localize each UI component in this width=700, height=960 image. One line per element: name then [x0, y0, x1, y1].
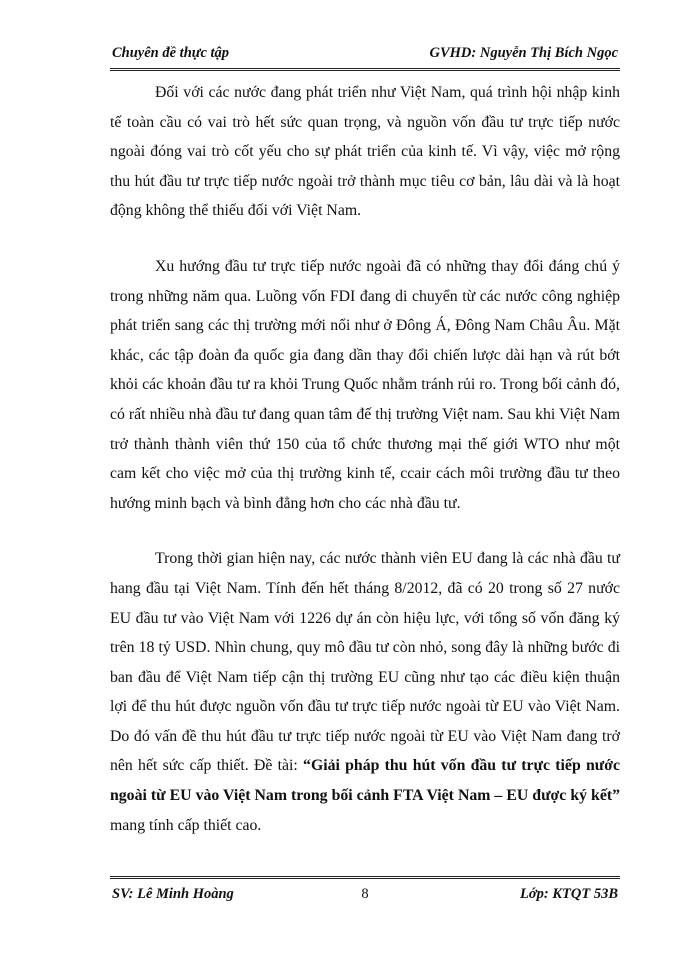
paragraph-3 [110, 544, 620, 840]
document-body [110, 78, 620, 866]
page-number: 8 [361, 886, 369, 902]
header-advisor: GVHD: Nguyễn Thị Bích Ngọc [429, 45, 618, 61]
page-header [110, 40, 620, 71]
thesis-title: “Giải pháp thu hút vốn đầu tư trực tiếp nước ngoài từ EU vào Việt Nam trong bối cảnh FTA Việt Nam – EU được ký kết” [110, 757, 620, 805]
paragraph-3-ending: mang tính cấp thiết cao. [110, 816, 262, 834]
header-topic: Chuyên đề thực tập [112, 45, 230, 61]
footer-class: Lớp: KTQT 53B [520, 886, 618, 902]
footer-student: SV: Lê Minh Hoàng [112, 886, 234, 902]
paragraph-3-text: Trong thời gian hiện nay, các nước thành viên EU đang là các nhà đầu tư hang đầu tại Việt Nam. Tính đến hết tháng 8/2012, đã có 20 trong số 27 nước EU đầu tư vào Việt Nam với 1226 dự án còn hiệu lực, với tổng số vốn đăng ký trên 18 tỷ USD. Nhìn chung, quy mô đầu tư còn nhỏ, song đây là những bước đi ban đầu để Việt Nam tiếp cận thị trường EU cũng như tạo các điều kiện thuận lợi để thu hút được nguồn vốn đầu tư trực tiếp nước ngoài từ EU vào Việt Nam. Do đó vấn đề thu hút đầu tư trực tiếp nước ngoài từ EU vào Việt Nam đang trở nên hết sức cấp thiết. Đề tài: [110, 550, 620, 775]
page-footer [110, 876, 620, 909]
paragraph-2: Xu hướng đầu tư trực tiếp nước ngoài đã có những thay đổi đáng chú ý trong những năm qua. Luồng vốn FDI đang di chuyển từ các nước công nghiệp phát triển sang các thị trường mới nổi như ở Đông Á, Đông Nam Châu Âu. Mặt khác, các tập đoàn đa quốc gia đang dần thay đổi chiến lược dài hạn và rút bớt khỏi các khoản đầu tư ra khỏi Trung Quốc nhằm tránh rủi ro. Trong bối cảnh đó, có rất nhiều nhà đầu tư đang quan tâm đế thị trường Việt nam. Sau khi Việt Nam trở thành thành viên thứ 150 của tổ chức thương mại thế giới WTO như một cam kết cho việc mở của thị trường kinh tế, ccair cách môi trường đầu tư theo hướng minh bạch và bình đẳng hơn cho các nhà đầu tư. [110, 257, 620, 512]
paragraph-1: Đối với các nước đang phát triển như Việt Nam, quá trình hội nhập kinh tế toàn cầu có vai trò hết sức quan trọng, và nguồn vốn đầu tư trực tiếp nước ngoài đóng vai trò cốt yếu cho sự phát triển của kinh tế. Vì vậy, việc mở rộng thu hút đầu tư trực tiếp nước ngoài trở thành mục tiêu cơ bản, lâu dài và là hoạt động không thể thiếu đối với Việt Nam. [110, 84, 620, 220]
